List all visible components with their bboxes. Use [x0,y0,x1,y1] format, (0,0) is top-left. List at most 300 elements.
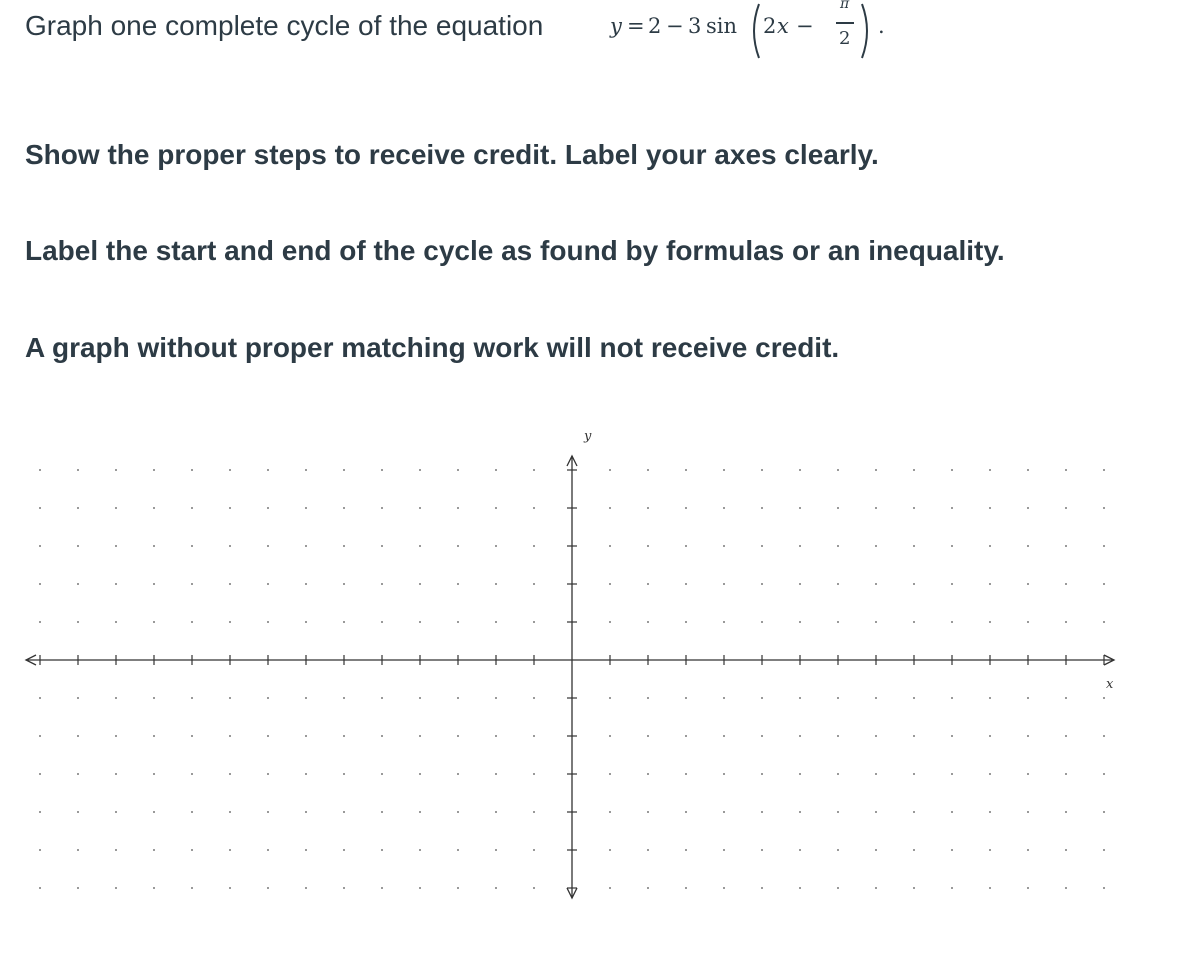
grid-dot [1065,697,1067,699]
grid-dot [989,469,991,471]
grid-dot [951,583,953,585]
grid-dot [913,811,915,813]
grid-dot [1103,811,1105,813]
grid-dot [837,545,839,547]
grid-dot [457,507,459,509]
grid-dot [77,773,79,775]
grid-dot [1065,469,1067,471]
grid-dot [77,545,79,547]
grid-dot [305,469,307,471]
equation-coefficient: 3 [688,14,702,38]
grid-dot [799,773,801,775]
grid-dot [1027,507,1029,509]
grid-dot [799,887,801,889]
grid-dot [723,887,725,889]
grid-dot [115,735,117,737]
grid-dot [1103,469,1105,471]
grid-dot [39,697,41,699]
grid-dot [875,735,877,737]
grid-dot [647,697,649,699]
grid-dot [229,811,231,813]
grid-dot [343,773,345,775]
grid-dot [267,773,269,775]
grid-dot [1103,887,1105,889]
equation-minus-2: − [796,14,814,38]
grid-dot [419,621,421,623]
grid-dot [951,469,953,471]
grid-dot [77,507,79,509]
grid-dot [989,811,991,813]
grid-dot [609,621,611,623]
grid-dot [1027,469,1029,471]
grid-dot [39,621,41,623]
grid-dot [115,583,117,585]
grid-dot [381,507,383,509]
grid-dot [229,849,231,851]
grid-dot [381,583,383,585]
grid-dot [343,545,345,547]
grid-dot [609,583,611,585]
grid-dot [457,811,459,813]
grid-dot [191,697,193,699]
grid-dot [989,697,991,699]
grid-dot [191,773,193,775]
grid-dot [419,887,421,889]
grid-dot [799,621,801,623]
grid-dot [685,545,687,547]
grid-dot [457,735,459,737]
grid-dot [191,811,193,813]
instruction-steps: Show the proper steps to receive credit. Label your axes clearly. [25,139,879,170]
grid-dot [951,811,953,813]
grid-dot [989,773,991,775]
grid-dot [153,697,155,699]
grid-dot [191,621,193,623]
grid-dot [1065,773,1067,775]
grid-dot [267,545,269,547]
grid-dot [609,697,611,699]
grid-dot [77,697,79,699]
grid-dot [533,507,535,509]
grid-dot [153,583,155,585]
grid-dot [799,697,801,699]
grid-dot [1027,811,1029,813]
grid-dot [1103,583,1105,585]
grid-dot [647,621,649,623]
grid-dot [913,545,915,547]
grid-dot [913,621,915,623]
axes [26,456,1114,898]
grid-dot [457,583,459,585]
instruction-cycle: Label the start and end of the cycle as found by formulas or an inequality. [25,235,1005,266]
grid-dot [761,507,763,509]
grid-dot [533,849,535,851]
right-paren-icon [860,2,874,60]
grid-dot [837,849,839,851]
equation-function: sin [706,14,738,38]
grid-dot [381,697,383,699]
grid-dot [305,773,307,775]
grid-dot [533,735,535,737]
prompt-intro: Graph one complete cycle of the equation [25,10,544,41]
grid-dot [229,545,231,547]
grid-dot [115,849,117,851]
grid-dot [343,887,345,889]
grid-dot [229,621,231,623]
grid-dot [39,773,41,775]
grid-dot [837,887,839,889]
grid-dot [1065,887,1067,889]
grid-dot [39,735,41,737]
grid-dot [77,583,79,585]
grid-dot [837,735,839,737]
grid-dot [1027,849,1029,851]
grid-dot [305,621,307,623]
grid-dot [647,545,649,547]
grid-dot [39,849,41,851]
grid-dot [533,583,535,585]
grid-dot [381,811,383,813]
grid-dot [381,469,383,471]
grid-dot [609,507,611,509]
grid-dot [343,583,345,585]
grid-dot [1065,621,1067,623]
grid-dot [837,469,839,471]
grid-dot [153,735,155,737]
grid-dot [1103,621,1105,623]
grid-dot [343,697,345,699]
grid-dot [229,469,231,471]
grid-dot [39,507,41,509]
grid-dot [305,507,307,509]
grid-dot [875,773,877,775]
grid-dot [685,773,687,775]
grid-dot [951,621,953,623]
equation-period: . [878,14,885,38]
grid-dot [533,621,535,623]
grid-dot [913,697,915,699]
fraction-bar [836,22,854,24]
grid-dot [837,583,839,585]
grid-dot [913,887,915,889]
grid-dot [305,735,307,737]
grid-dot [761,811,763,813]
grid-dot [267,697,269,699]
grid-dot [1065,735,1067,737]
y-axis-label: y [584,429,592,444]
grid-dot [913,849,915,851]
grid-dot [799,811,801,813]
grid-dot [419,583,421,585]
grid-dot [381,621,383,623]
grid-dot [419,773,421,775]
grid-dot [229,735,231,737]
grid-dot [153,545,155,547]
grid-dot [153,849,155,851]
grid-dot [723,507,725,509]
grid-dot [191,545,193,547]
grid-dot [115,887,117,889]
grid-dot [875,621,877,623]
grid-dot [39,811,41,813]
grid-dot [723,773,725,775]
grid-dot [723,469,725,471]
grid-dot [267,811,269,813]
grid-dot [685,735,687,737]
grid-dot [723,583,725,585]
coordinate-grid[interactable] [0,410,1184,910]
grid-dot [381,773,383,775]
grid-dot [761,621,763,623]
grid-dot [1103,697,1105,699]
grid-dot [267,735,269,737]
grid-dot [609,811,611,813]
left-paren-icon [747,2,761,60]
grid-dot [77,849,79,851]
grid-dot [305,697,307,699]
grid-dot [1065,507,1067,509]
grid-dot [419,507,421,509]
grid-dot [343,507,345,509]
grid-dot [951,507,953,509]
grid-dot [419,545,421,547]
grid-dot [875,697,877,699]
grid-dot [229,507,231,509]
grid-dot [989,621,991,623]
equation-minus-1: − [666,14,684,38]
grid-dot [153,811,155,813]
grid-dot [457,849,459,851]
grid-dot [77,811,79,813]
grid-dot [647,773,649,775]
grid-dot [495,545,497,547]
grid-dot [267,887,269,889]
grid-dot [457,469,459,471]
grid-dot [457,621,459,623]
grid-dot [951,697,953,699]
grid-dot [685,507,687,509]
grid-dot [381,735,383,737]
grid-dot [609,735,611,737]
grid-dot [495,621,497,623]
grid-dot [1027,583,1029,585]
grid-dot [419,697,421,699]
grid-dot [609,773,611,775]
grid-dot [837,773,839,775]
grid-dot [267,583,269,585]
equation-inner-coef: 2 [763,14,777,38]
instruction-credit: A graph without proper matching work will not receive credit. [25,332,840,363]
grid-dot [115,469,117,471]
grid-dot [495,697,497,699]
grid-dot [723,697,725,699]
grid-dot [533,811,535,813]
grid-dot [495,811,497,813]
grid-dot [837,621,839,623]
grid-dot [723,621,725,623]
grid-dot [229,583,231,585]
grid-dot [39,469,41,471]
grid-dot [495,469,497,471]
equation-inner-var: x [777,14,789,38]
grid-dot [153,887,155,889]
grid-dot [989,887,991,889]
grid-dot [457,773,459,775]
grid-dot [495,735,497,737]
equation-constant: 2 [648,14,662,38]
grid-dot [951,849,953,851]
grid-dot [457,887,459,889]
grid-dot [875,545,877,547]
grid-dot [761,469,763,471]
grid-dot [875,849,877,851]
grid-dot [723,811,725,813]
grid-dot [153,507,155,509]
grid-dot [533,773,535,775]
grid-dot [913,735,915,737]
grid-dot [685,887,687,889]
grid-dot [1027,545,1029,547]
grid-dot [647,887,649,889]
grid-dot [951,887,953,889]
grid-dot [495,507,497,509]
grid-dot [647,811,649,813]
grid-dot [305,849,307,851]
grid-dot [115,621,117,623]
grid-dot [1027,887,1029,889]
grid-dot [115,811,117,813]
grid-dot [1065,583,1067,585]
grid-dot [647,469,649,471]
equation-lhs: y [610,14,622,38]
grid-dot [1027,697,1029,699]
grid-dot [685,811,687,813]
grid-dot [761,735,763,737]
grid-dot [77,887,79,889]
grid-dot [267,849,269,851]
grid-dot [153,621,155,623]
grid-dot [115,545,117,547]
grid-dot [685,697,687,699]
grid-dot [419,811,421,813]
grid-dot [115,697,117,699]
grid-dot [1027,621,1029,623]
grid-dot [191,469,193,471]
grid-dot [647,849,649,851]
grid-dot [723,849,725,851]
grid-dot [343,811,345,813]
grid-dot [761,697,763,699]
grid-dot [761,773,763,775]
grid-dot [381,545,383,547]
grid-dot [39,887,41,889]
grid-dot [647,735,649,737]
grid-dot [1065,849,1067,851]
grid-dot [495,849,497,851]
grid-dot [989,583,991,585]
grid-dot [761,887,763,889]
grid-dot [343,469,345,471]
grid-dot [115,507,117,509]
grid-dot [989,507,991,509]
grid-dot [381,849,383,851]
grid-dot [685,583,687,585]
grid-dot [77,469,79,471]
grid-dot [77,621,79,623]
grid-dot [419,735,421,737]
grid-dot [343,621,345,623]
grid-dot [799,583,801,585]
grid-dot [1065,811,1067,813]
grid-dot [685,621,687,623]
grid-dot [381,887,383,889]
grid-dot [153,469,155,471]
grid-dot [951,773,953,775]
grid-dot [533,469,535,471]
grid-dot [495,887,497,889]
grid-dot [39,545,41,547]
fraction-numerator: π [840,0,850,12]
grid-dot [229,697,231,699]
grid-dot [1103,735,1105,737]
grid-dot [1027,735,1029,737]
grid-dot [1103,773,1105,775]
grid-dot [837,507,839,509]
grid-dot [913,583,915,585]
grid-dot [419,849,421,851]
fraction-denominator: 2 [839,28,851,49]
grid-dot [951,735,953,737]
grid-dot [913,773,915,775]
grid-dot [723,735,725,737]
grid-dot [495,773,497,775]
grid-dot [305,583,307,585]
equation [610,0,900,60]
grid-dot [989,735,991,737]
grid-dot [305,887,307,889]
grid-dot [761,545,763,547]
grid-dot [153,773,155,775]
equation-equals: = [627,14,645,38]
grid-dot [267,469,269,471]
x-axis-label: x [1106,677,1114,692]
grid-dot [799,507,801,509]
grid-dot [267,507,269,509]
grid-dot [1103,545,1105,547]
grid-dot [343,849,345,851]
grid-dot [495,583,497,585]
grid-dot [685,849,687,851]
grid-dot [115,773,117,775]
grid-dot [989,545,991,547]
grid-dot [1103,849,1105,851]
grid-dot [533,545,535,547]
grid-dot [685,469,687,471]
grid-dot [761,583,763,585]
grid-dot [609,849,611,851]
grid-dot [457,697,459,699]
grid-dot [1065,545,1067,547]
grid-dot [609,887,611,889]
grid-dot [39,583,41,585]
grid-dot [799,849,801,851]
grid-dot [837,697,839,699]
grid-dot [191,849,193,851]
grid-dot [191,583,193,585]
grid-dot [533,697,535,699]
grid-dot [723,545,725,547]
grid-dot [191,507,193,509]
